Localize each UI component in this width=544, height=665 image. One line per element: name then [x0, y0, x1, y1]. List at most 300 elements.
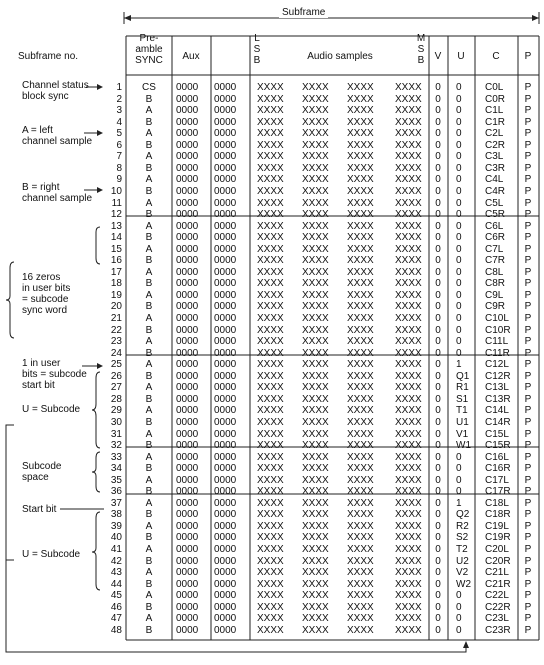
sample-cell: XXXX [347, 324, 374, 336]
row-number: 17 [110, 266, 122, 278]
sample-cell: XXXX [257, 613, 284, 625]
u-cell: 0 [456, 278, 462, 290]
v-cell: 0 [435, 509, 441, 521]
aux-cell: 0000 [176, 209, 199, 221]
sample-cell: XXXX [257, 590, 284, 602]
sample-cell: XXXX [347, 474, 374, 486]
aux2-cell: 0000 [214, 474, 237, 486]
p-cell: P [524, 405, 532, 417]
aux-cell: 0000 [176, 520, 199, 532]
row-number: 7 [116, 151, 122, 163]
sample-cell: XXXX [302, 624, 329, 636]
v-cell: 0 [435, 139, 441, 151]
p-cell: P [524, 416, 532, 428]
aux-cell: 0000 [176, 567, 199, 579]
c-cell: C15R [485, 440, 511, 452]
u-cell: 0 [456, 185, 462, 197]
preamble-cell: B [145, 162, 153, 174]
subframe-title: Subframe [279, 7, 328, 18]
v-cell: 0 [435, 544, 441, 555]
aux2-cell: 0000 [214, 382, 237, 394]
v-cell: 0 [435, 463, 441, 475]
v-cell: 0 [435, 555, 441, 567]
row-number: 41 [110, 544, 122, 555]
p-cell: P [524, 197, 532, 209]
u-cell: V1 [456, 428, 469, 440]
aux2-cell: 0000 [214, 93, 237, 105]
audio-samples-header: Audio samples [307, 51, 373, 62]
v-cell: 0 [435, 486, 441, 498]
row-number: 21 [110, 313, 122, 324]
arrow-subcode-start-head [97, 363, 103, 369]
aux2-cell: 0000 [214, 162, 237, 174]
sample-cell: XXXX [302, 428, 329, 440]
preamble-cell: B [145, 93, 153, 105]
v-cell: 0 [435, 347, 441, 359]
aux2-cell: 0000 [214, 243, 237, 255]
preamble-sync-header: Pre- amble SYNC [135, 33, 163, 66]
row-number: 40 [110, 532, 122, 544]
aux-cell: 0000 [176, 128, 199, 140]
sample-cell: XXXX [302, 336, 329, 348]
u-cell: S1 [456, 393, 469, 405]
v-cell: 0 [435, 255, 441, 267]
aux-cell: 0000 [176, 289, 199, 301]
sample-cell: XXXX [347, 416, 374, 428]
row-number: 38 [110, 509, 122, 521]
aux-cell: 0000 [176, 243, 199, 255]
preamble-cell: A [145, 220, 153, 232]
p-cell: P [524, 613, 532, 625]
c-cell: C15L [485, 428, 509, 440]
sample-cell: XXXX [257, 313, 284, 324]
p-cell: P [524, 185, 532, 197]
aux-cell: 0000 [176, 428, 199, 440]
bracket-16-zeros [6, 262, 14, 338]
preamble-cell: A [145, 197, 153, 209]
row-number: 9 [116, 174, 122, 186]
p-cell: P [524, 93, 532, 105]
c-cell: C16L [485, 451, 509, 463]
c-cell: C8L [485, 266, 504, 278]
aux2-cell: 0000 [214, 336, 237, 348]
sample-cell: XXXX [302, 151, 329, 163]
sample-cell: XXXX [347, 243, 374, 255]
row-number: 34 [110, 463, 122, 475]
c-cell: C18R [485, 509, 511, 521]
preamble-cell: B [145, 139, 153, 151]
u-cell: 0 [456, 174, 462, 186]
aux2-cell: 0000 [214, 624, 237, 636]
aux-cell: 0000 [176, 105, 199, 117]
sample-cell: XXXX [302, 474, 329, 486]
aux-cell: 0000 [176, 370, 199, 382]
u-cell: W1 [456, 440, 471, 452]
preamble-cell: A [145, 544, 153, 555]
p-cell: P [524, 578, 532, 590]
sample-cell: XXXX [257, 116, 284, 128]
sample-cell: XXXX [347, 289, 374, 301]
u-cell: 0 [456, 93, 462, 105]
sample-cell: XXXX [347, 82, 374, 93]
loop-arrow-head [463, 641, 469, 648]
c-cell: C18L [485, 497, 509, 509]
sample-cell: XXXX [302, 405, 329, 417]
annotation-subcode-start: 1 in user bits = subcode start bit [22, 358, 87, 391]
aux2-cell: 0000 [214, 578, 237, 590]
aux2-cell: 0000 [214, 555, 237, 567]
row-number: 20 [110, 301, 122, 313]
aux-cell: 0000 [176, 451, 199, 463]
aux-cell: 0000 [176, 162, 199, 174]
sample-cell: XXXX [302, 393, 329, 405]
c-cell: C19L [485, 520, 509, 532]
sample-cell: XXXX [347, 440, 374, 452]
sample-cell: XXXX [302, 301, 329, 313]
c-cell: C16R [485, 463, 511, 475]
p-cell: P [524, 162, 532, 174]
sample-cell: XXXX [395, 313, 422, 324]
preamble-cell: A [145, 151, 153, 163]
aux-cell: 0000 [176, 393, 199, 405]
p-cell: P [524, 336, 532, 348]
arrow-b-right-head [97, 187, 103, 193]
preamble-cell: A [145, 174, 153, 186]
sample-cell: XXXX [395, 382, 422, 394]
aux-cell: 0000 [176, 278, 199, 290]
u-cell: S2 [456, 532, 469, 544]
c-cell: C2R [485, 139, 506, 151]
c-cell: C22R [485, 601, 511, 613]
p-cell: P [524, 370, 532, 382]
sample-cell: XXXX [395, 428, 422, 440]
c-cell: C13R [485, 393, 511, 405]
sample-cell: XXXX [302, 243, 329, 255]
sample-cell: XXXX [395, 289, 422, 301]
preamble-cell: A [145, 590, 153, 602]
preamble-cell: B [145, 324, 153, 336]
row-number: 6 [116, 139, 122, 151]
sample-cell: XXXX [395, 359, 422, 371]
row-number: 5 [116, 128, 122, 140]
sample-cell: XXXX [395, 463, 422, 475]
sample-cell: XXXX [302, 370, 329, 382]
row-number: 14 [110, 232, 122, 244]
sample-cell: XXXX [395, 185, 422, 197]
row-number: 2 [116, 93, 122, 105]
aux2-cell: 0000 [214, 151, 237, 163]
aux2-cell: 0000 [214, 139, 237, 151]
aux2-cell: 0000 [214, 416, 237, 428]
sample-cell: XXXX [257, 544, 284, 555]
sample-cell: XXXX [395, 370, 422, 382]
v-cell: 0 [435, 289, 441, 301]
sample-cell: XXXX [347, 336, 374, 348]
sample-cell: XXXX [302, 544, 329, 555]
u-cell: 0 [456, 82, 462, 93]
u-cell: 0 [456, 324, 462, 336]
sample-cell: XXXX [302, 463, 329, 475]
msb-header: M S B [416, 33, 426, 66]
aux-cell: 0000 [176, 497, 199, 509]
c-cell: C0L [485, 82, 504, 93]
sample-cell: XXXX [347, 105, 374, 117]
preamble-cell: B [145, 578, 153, 590]
arrow-a-left-head [97, 130, 103, 136]
v-cell: 0 [435, 393, 441, 405]
sample-cell: XXXX [395, 509, 422, 521]
u-cell: Q2 [456, 509, 470, 521]
c-cell: C19R [485, 532, 511, 544]
v-cell: 0 [435, 497, 441, 509]
aux2-cell: 0000 [214, 128, 237, 140]
aux2-cell: 0000 [214, 463, 237, 475]
row-number: 25 [110, 359, 122, 371]
preamble-cell: B [145, 278, 153, 290]
sample-cell: XXXX [257, 255, 284, 267]
sample-cell: XXXX [302, 601, 329, 613]
sample-cell: XXXX [395, 93, 422, 105]
sample-cell: XXXX [302, 162, 329, 174]
aux-cell: 0000 [176, 440, 199, 452]
sample-cell: XXXX [257, 520, 284, 532]
sample-cell: XXXX [302, 185, 329, 197]
v-cell: 0 [435, 278, 441, 290]
aux-cell: 0000 [176, 151, 199, 163]
c-cell: C5R [485, 209, 506, 221]
c-cell: C1L [485, 105, 504, 117]
sample-cell: XXXX [257, 243, 284, 255]
p-cell: P [524, 174, 532, 186]
aux2-cell: 0000 [214, 520, 237, 532]
v-cell: 0 [435, 301, 441, 313]
p-cell: P [524, 509, 532, 521]
sample-cell: XXXX [347, 232, 374, 244]
sample-cell: XXXX [395, 555, 422, 567]
aux2-cell: 0000 [214, 82, 237, 93]
v-cell: 0 [435, 220, 441, 232]
sample-cell: XXXX [395, 255, 422, 267]
v-cell: 0 [435, 601, 441, 613]
sample-cell: XXXX [257, 278, 284, 290]
v-cell: 0 [435, 451, 441, 463]
bracket-subcode-space [92, 452, 100, 492]
sample-cell: XXXX [257, 197, 284, 209]
aux-cell: 0000 [176, 301, 199, 313]
sample-cell: XXXX [347, 578, 374, 590]
row-number: 46 [110, 601, 122, 613]
sample-cell: XXXX [347, 509, 374, 521]
sample-cell: XXXX [302, 555, 329, 567]
sample-cell: XXXX [257, 82, 284, 93]
c-cell: C4R [485, 185, 506, 197]
u-cell: 0 [456, 128, 462, 140]
sample-cell: XXXX [302, 139, 329, 151]
sample-cell: XXXX [302, 359, 329, 371]
sample-cell: XXXX [257, 232, 284, 244]
preamble-cell: CS [142, 82, 156, 93]
p-cell: P [524, 393, 532, 405]
sample-cell: XXXX [395, 440, 422, 452]
sample-cell: XXXX [347, 209, 374, 221]
sample-cell: XXXX [347, 393, 374, 405]
c-cell: C11R [485, 347, 510, 359]
c-cell: C20L [485, 544, 509, 555]
preamble-cell: B [145, 255, 153, 267]
u-cell: T1 [456, 405, 468, 417]
sample-cell: XXXX [395, 601, 422, 613]
sample-cell: XXXX [347, 266, 374, 278]
preamble-cell: B [145, 532, 153, 544]
preamble-cell: A [145, 405, 153, 417]
aux-cell: 0000 [176, 255, 199, 267]
preamble-cell: A [145, 313, 153, 324]
sample-cell: XXXX [395, 544, 422, 555]
sample-cell: XXXX [257, 486, 284, 498]
sample-cell: XXXX [302, 278, 329, 290]
u-cell: 0 [456, 209, 462, 221]
c-cell: C12R [485, 370, 511, 382]
annotation-u-subcode-1: U = Subcode [22, 404, 81, 415]
p-cell: P [524, 555, 532, 567]
c-cell: C3L [485, 151, 504, 163]
sample-cell: XXXX [395, 116, 422, 128]
p-cell: P [524, 116, 532, 128]
p-cell: P [524, 590, 532, 602]
sample-cell: XXXX [302, 232, 329, 244]
u-cell: U1 [456, 416, 469, 428]
sample-cell: XXXX [302, 116, 329, 128]
sample-cell: XXXX [347, 601, 374, 613]
sample-cell: XXXX [302, 520, 329, 532]
sample-cell: XXXX [302, 197, 329, 209]
sample-cell: XXXX [302, 532, 329, 544]
preamble-cell: A [145, 266, 153, 278]
u-cell: 0 [456, 243, 462, 255]
sample-cell: XXXX [395, 324, 422, 336]
sample-cell: XXXX [302, 416, 329, 428]
sample-cell: XXXX [395, 532, 422, 544]
sample-cell: XXXX [257, 324, 284, 336]
u-cell: 0 [456, 289, 462, 301]
preamble-cell: B [145, 347, 153, 359]
sample-cell: XXXX [395, 347, 422, 359]
sample-cell: XXXX [347, 624, 374, 636]
aux2-cell: 0000 [214, 232, 237, 244]
v-cell: 0 [435, 174, 441, 186]
c-cell: C17L [485, 474, 509, 486]
u-cell: 0 [456, 624, 462, 636]
c-cell: C1R [485, 116, 506, 128]
sample-cell: XXXX [347, 174, 374, 186]
v-cell: 0 [435, 313, 441, 324]
v-cell: 0 [435, 624, 441, 636]
c-cell: C3R [485, 162, 506, 174]
sample-cell: XXXX [257, 93, 284, 105]
p-cell: P [524, 313, 532, 324]
row-number: 16 [110, 255, 122, 267]
sample-cell: XXXX [257, 451, 284, 463]
v-cell: 0 [435, 382, 441, 394]
v-cell: 0 [435, 266, 441, 278]
u-cell: Q1 [456, 370, 470, 382]
v-cell: 0 [435, 151, 441, 163]
bracket-u-subcode-1 [92, 372, 100, 448]
aux2-cell: 0000 [214, 359, 237, 371]
bracket-rows-13-16 [96, 227, 100, 264]
sample-cell: XXXX [257, 601, 284, 613]
p-cell: P [524, 359, 532, 371]
sample-cell: XXXX [347, 555, 374, 567]
sample-cell: XXXX [257, 185, 284, 197]
u-cell: 0 [456, 197, 462, 209]
aux-cell: 0000 [176, 336, 199, 348]
p-cell: P [524, 232, 532, 244]
v-cell: 0 [435, 532, 441, 544]
sample-cell: XXXX [347, 532, 374, 544]
sample-cell: XXXX [302, 382, 329, 394]
c-cell: C13L [485, 382, 509, 394]
u-cell: 1 [456, 359, 462, 371]
p-cell: P [524, 220, 532, 232]
subframe-arrow-left [124, 15, 131, 21]
aux-cell: 0000 [176, 624, 199, 636]
c-cell: C10R [485, 324, 511, 336]
v-cell: 0 [435, 197, 441, 209]
p-cell: P [524, 451, 532, 463]
v-cell: 0 [435, 405, 441, 417]
preamble-cell: B [145, 509, 153, 521]
c-cell: C9L [485, 289, 504, 301]
sample-cell: XXXX [257, 440, 284, 452]
u-cell: 0 [456, 601, 462, 613]
sample-cell: XXXX [257, 463, 284, 475]
u-cell: V2 [456, 567, 469, 579]
subframe-arrow-right [532, 15, 539, 21]
sample-cell: XXXX [302, 497, 329, 509]
preamble-cell: A [145, 336, 153, 348]
sample-cell: XXXX [395, 162, 422, 174]
row-number: 19 [110, 289, 122, 301]
sample-cell: XXXX [302, 289, 329, 301]
v-cell: 0 [435, 128, 441, 140]
sample-cell: XXXX [395, 209, 422, 221]
annotation-a-left: A = left channel sample [22, 125, 93, 147]
annotation-b-right: B = right channel sample [22, 182, 93, 204]
aux2-cell: 0000 [214, 405, 237, 417]
row-number: 12 [110, 209, 122, 221]
u-cell: 0 [456, 232, 462, 244]
sample-cell: XXXX [347, 463, 374, 475]
aux-cell: 0000 [176, 174, 199, 186]
preamble-cell: A [145, 105, 153, 117]
c-cell: C10L [485, 313, 509, 324]
row-number: 31 [110, 428, 122, 440]
annotation-start-bit: Start bit [22, 504, 57, 515]
v-cell: 0 [435, 474, 441, 486]
v-header: V [434, 51, 442, 62]
sample-cell: XXXX [257, 301, 284, 313]
sample-cell: XXXX [257, 509, 284, 521]
sample-cell: XXXX [302, 255, 329, 267]
sample-cell: XXXX [347, 382, 374, 394]
preamble-cell: A [145, 520, 153, 532]
row-number: 3 [116, 105, 122, 117]
sample-cell: XXXX [347, 151, 374, 163]
v-cell: 0 [435, 416, 441, 428]
aux2-cell: 0000 [214, 301, 237, 313]
sample-cell: XXXX [347, 520, 374, 532]
